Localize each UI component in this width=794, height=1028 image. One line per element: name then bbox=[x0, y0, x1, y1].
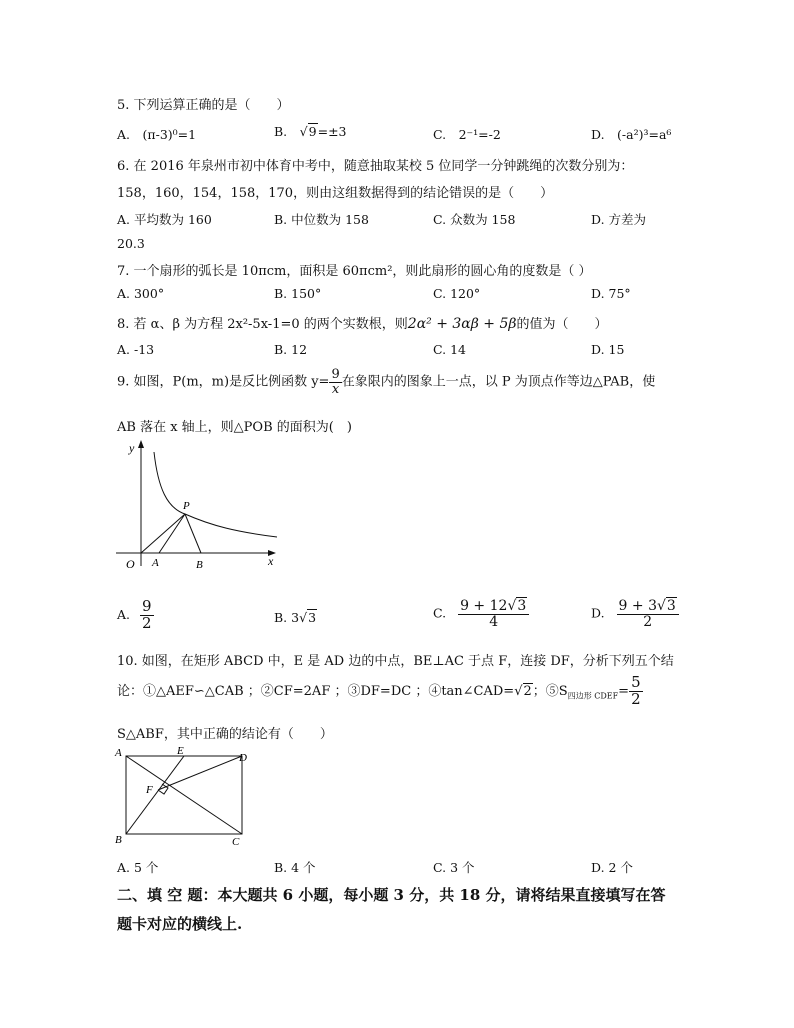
q5-option-b-label: B. bbox=[274, 124, 300, 139]
q7-option-b: B. 150° bbox=[274, 286, 322, 301]
q9-label-a: A bbox=[152, 557, 159, 569]
q8-option-a: A. -13 bbox=[117, 342, 155, 357]
q9-fraction-denominator: x bbox=[329, 382, 341, 397]
q6-option-b: B. 中位数为 158 bbox=[274, 212, 369, 227]
q5-option-a: A. (π-3)⁰=1 bbox=[117, 127, 197, 142]
q9-option-a-label: A. bbox=[117, 606, 131, 622]
q10-subscript: 四边形 CDEF bbox=[567, 691, 619, 701]
q9-option-c-denominator: 4 bbox=[458, 614, 529, 630]
q10-equals: = bbox=[618, 683, 630, 699]
q10-segment-df bbox=[158, 756, 242, 790]
q9-y-axis-arrow bbox=[138, 440, 144, 448]
q5-option-b-value: =±3 bbox=[317, 124, 347, 139]
q9-figure bbox=[112, 438, 282, 572]
q8-stem bbox=[117, 313, 608, 332]
q10-label-c: C bbox=[232, 836, 240, 848]
q9-option-a-denominator: 2 bbox=[142, 613, 152, 632]
q8-stem-tail: 的值为（ ） bbox=[516, 317, 608, 332]
q9-option-d-fraction bbox=[617, 599, 679, 629]
q10-stem-s: ；⑤S bbox=[532, 683, 568, 699]
section2-heading-line2: 题卡对应的横线上. bbox=[117, 915, 243, 933]
q9-option-d-denominator: 2 bbox=[617, 614, 679, 630]
q9-label-b: B bbox=[196, 559, 203, 571]
q9-option-a-numerator: 9 bbox=[142, 597, 152, 615]
q6-option-d-continued: 20.3 bbox=[117, 236, 145, 251]
q9-option-c-label: C. bbox=[433, 605, 447, 621]
q10-label-f: F bbox=[146, 784, 153, 796]
q9-label-p: P bbox=[183, 500, 190, 512]
sqrt-sign: √ bbox=[514, 683, 523, 699]
q10-radicand: 2 bbox=[523, 683, 532, 699]
q6-stem-line2: 158，160，154，158，170，则由这组数据得到的结论错误的是（ ） bbox=[117, 186, 554, 201]
q9-option-b-label: B. 3 bbox=[274, 610, 300, 625]
section2-heading-line1: 二、填 空 题：本大题共 6 小题，每小题 3 分，共 18 分，请将结果直接填写在答 bbox=[117, 886, 666, 904]
sqrt-sign: √ bbox=[657, 598, 666, 614]
q9-option-c-numerator-text: 9 + 12 bbox=[460, 598, 508, 614]
q6-option-d: D. 方差为 bbox=[591, 212, 647, 227]
q8-stem-text: 8. 若 α、β 为方程 2x²-5x-1=0 的两个实数根，则 bbox=[117, 317, 408, 332]
sqrt-sign: √ bbox=[299, 610, 308, 625]
q9-fraction-numerator: 9 bbox=[331, 367, 340, 382]
q10-option-a: A. 5 个 bbox=[117, 860, 159, 875]
q7-option-d: D. 75° bbox=[591, 286, 631, 301]
q9-hyperbola-curve bbox=[154, 452, 277, 537]
q5-option-b-radicand: 9 bbox=[308, 124, 317, 139]
q8-expression: 2α² + 3αβ + 5β bbox=[407, 316, 517, 332]
q9-stem-line2: AB 落在 x 轴上，则△POB 的面积为( ) bbox=[117, 420, 352, 435]
q9-option-d-numerator-text: 9 + 3 bbox=[618, 598, 657, 614]
q9-option-c bbox=[433, 599, 529, 629]
q6-option-c: C. 众数为 158 bbox=[433, 212, 516, 227]
q10-stem-line2 bbox=[117, 675, 643, 708]
q10-label-b: B bbox=[115, 834, 122, 846]
q8-option-c: C. 14 bbox=[433, 342, 466, 357]
q6-option-a: A. 平均数为 160 bbox=[117, 212, 212, 227]
q9-option-b-radicand: 3 bbox=[308, 610, 317, 625]
q5-option-d: D. (-a²)³=a⁶ bbox=[591, 127, 672, 142]
q9-option-d bbox=[591, 599, 679, 629]
q10-label-d: D bbox=[239, 752, 247, 764]
q7-option-a: A. 300° bbox=[117, 286, 165, 301]
q8-option-d: D. 15 bbox=[591, 342, 625, 357]
q9-label-x: x bbox=[268, 554, 274, 568]
q9-option-b bbox=[274, 610, 317, 625]
q9-option-d-label: D. bbox=[591, 605, 605, 621]
q6-stem-line1: 6. 在 2016 年泉州市初中体育中考中，随意抽取某校 5 位同学一分钟跳绳的次数分别为： bbox=[117, 159, 634, 174]
sqrt-sign: √ bbox=[507, 598, 517, 614]
q9-label-o: O bbox=[126, 557, 135, 571]
q10-fraction-numerator: 5 bbox=[631, 673, 641, 691]
q9-stem-line1 bbox=[117, 368, 655, 396]
q9-option-c-numerator bbox=[458, 599, 529, 614]
q10-stem-text: 论：①△AEF∽△CAB ；②CF=2AF ；③DF=DC ；④tan∠CAD= bbox=[117, 683, 515, 699]
q9-option-c-radicand: 3 bbox=[517, 598, 527, 614]
q8-option-b: B. 12 bbox=[274, 342, 308, 357]
q5-stem: 5. 下列运算正确的是（ ） bbox=[117, 98, 290, 113]
q9-option-d-numerator bbox=[617, 599, 679, 614]
q9-stem-tail: 在象限内的图象上一点，以 P 为顶点作等边△PAB，使 bbox=[341, 374, 656, 390]
q10-option-b: B. 4 个 bbox=[274, 860, 316, 875]
q10-segment-be bbox=[126, 756, 184, 834]
q9-option-a bbox=[117, 599, 154, 632]
q10-figure bbox=[112, 744, 262, 850]
sqrt-sign: √ bbox=[299, 124, 308, 139]
q9-stem-text: 9. 如图，P(m，m)是反比例函数 y= bbox=[117, 374, 330, 390]
q9-fraction bbox=[329, 368, 341, 396]
q9-label-y: y bbox=[129, 441, 135, 455]
q10-label-a: A bbox=[115, 747, 122, 759]
q5-option-c: C. 2⁻¹=-2 bbox=[433, 127, 501, 142]
q9-option-d-radicand: 3 bbox=[666, 598, 676, 614]
q10-diagonal-ac bbox=[126, 756, 242, 834]
q10-fraction bbox=[629, 675, 643, 708]
q7-option-c: C. 120° bbox=[433, 286, 481, 301]
q10-stem-line3: S△ABF，其中正确的结论有（ ） bbox=[117, 727, 333, 742]
q9-option-c-fraction bbox=[458, 599, 529, 629]
q10-fraction-denominator: 2 bbox=[631, 689, 641, 708]
q7-stem: 7. 一个扇形的弧长是 10πcm，面积是 60πcm²，则此扇形的圆心角的度数是（ ） bbox=[117, 264, 592, 279]
q10-stem-line1: 10. 如图，在矩形 ABCD 中，E 是 AD 边的中点，BE⊥AC 于点 F，连接 DF，分析下列五个结 bbox=[117, 654, 674, 669]
q5-option-b bbox=[274, 122, 347, 140]
q10-label-e: E bbox=[177, 745, 184, 757]
q9-option-a-fraction bbox=[140, 599, 154, 632]
q10-option-c: C. 3 个 bbox=[433, 860, 475, 875]
q10-option-d: D. 2 个 bbox=[591, 860, 633, 875]
